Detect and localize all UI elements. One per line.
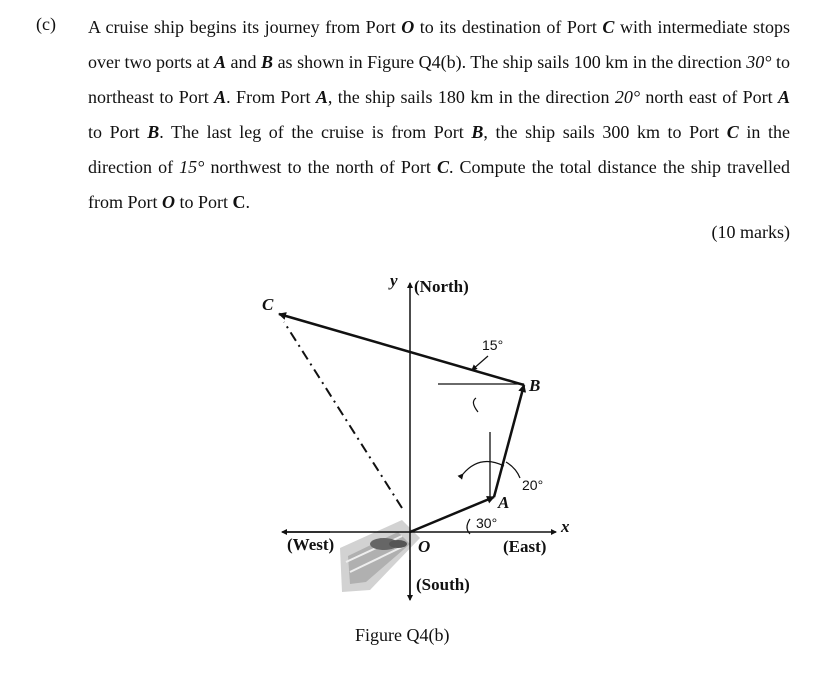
question-segment: B: [147, 122, 160, 142]
question-segment: C: [602, 17, 615, 37]
question-segment: A: [214, 87, 227, 107]
question-segment: B: [261, 52, 274, 72]
x-label: x: [561, 517, 570, 536]
angle-label-bc: 15°: [482, 337, 504, 353]
port-a-label: A: [498, 493, 510, 512]
port-c-label: C: [262, 295, 274, 314]
question-segment: 15°: [179, 157, 205, 177]
origin-label: O: [418, 537, 431, 556]
question-segment: in the direction of: [88, 122, 790, 177]
y-label: y: [390, 271, 398, 290]
question-segment: . From Port: [226, 87, 316, 107]
angle-arc-ab-2: [506, 462, 520, 478]
question-segment: 20°: [614, 87, 641, 107]
question-segment: to Port: [88, 122, 148, 142]
question-segment: . The last leg of the cruise is from Port: [159, 122, 472, 142]
ship-illustration: [340, 520, 420, 592]
port-b-label: B: [529, 376, 541, 395]
question-segment: A: [777, 87, 790, 107]
question-segment: as shown in Figure Q4(b). The ship sails 100 km in the direction: [273, 52, 747, 72]
question-segment: A: [214, 52, 227, 72]
angle-label-oa: 30°: [476, 515, 498, 531]
question-label: (c): [36, 14, 56, 34]
figure-caption: Figure Q4(b): [355, 625, 450, 645]
question-segment: O: [162, 192, 175, 212]
question-segment: , the ship sails 300 km to Port: [483, 122, 727, 142]
angle-label-ab: 20°: [522, 477, 544, 493]
question-segment: north east of Port: [640, 87, 778, 107]
marks-label: (10 marks): [711, 222, 790, 242]
question-segment: C: [436, 157, 449, 177]
question-segment: to Port: [175, 192, 233, 212]
question-segment: , the ship sails 180 km in the direction: [327, 87, 615, 107]
question-segment: with intermediate stops over two ports at: [88, 17, 790, 72]
question-segment: C: [726, 122, 739, 142]
west-label: (West): [287, 535, 335, 554]
question-segment: 30°: [746, 52, 772, 72]
north-label: (North): [414, 277, 469, 296]
resultant-oc: [284, 322, 402, 508]
question-segment: . Compute the total distance the ship travelled from Port: [88, 157, 790, 212]
angle-arc-ab: [463, 462, 504, 475]
question-segment: B: [471, 122, 484, 142]
question-segment: to its destination of Port: [414, 17, 603, 37]
question-segment: C: [232, 192, 246, 212]
question-segment: northwest to the north of Port: [204, 157, 437, 177]
angle-arc-bc: [473, 398, 478, 412]
question-segment: O: [401, 17, 415, 37]
question-segment: A cruise ship begins its journey from Port: [88, 17, 402, 37]
east-label: (East): [503, 537, 547, 556]
question-segment: to northeast to Port: [88, 52, 790, 107]
question-segment: A: [315, 87, 328, 107]
question-segment: and: [226, 52, 262, 72]
question-segment: .: [245, 192, 251, 212]
angle-pointer-bc: [472, 356, 488, 370]
south-label: (South): [416, 575, 470, 594]
leg-ab: [494, 385, 524, 497]
